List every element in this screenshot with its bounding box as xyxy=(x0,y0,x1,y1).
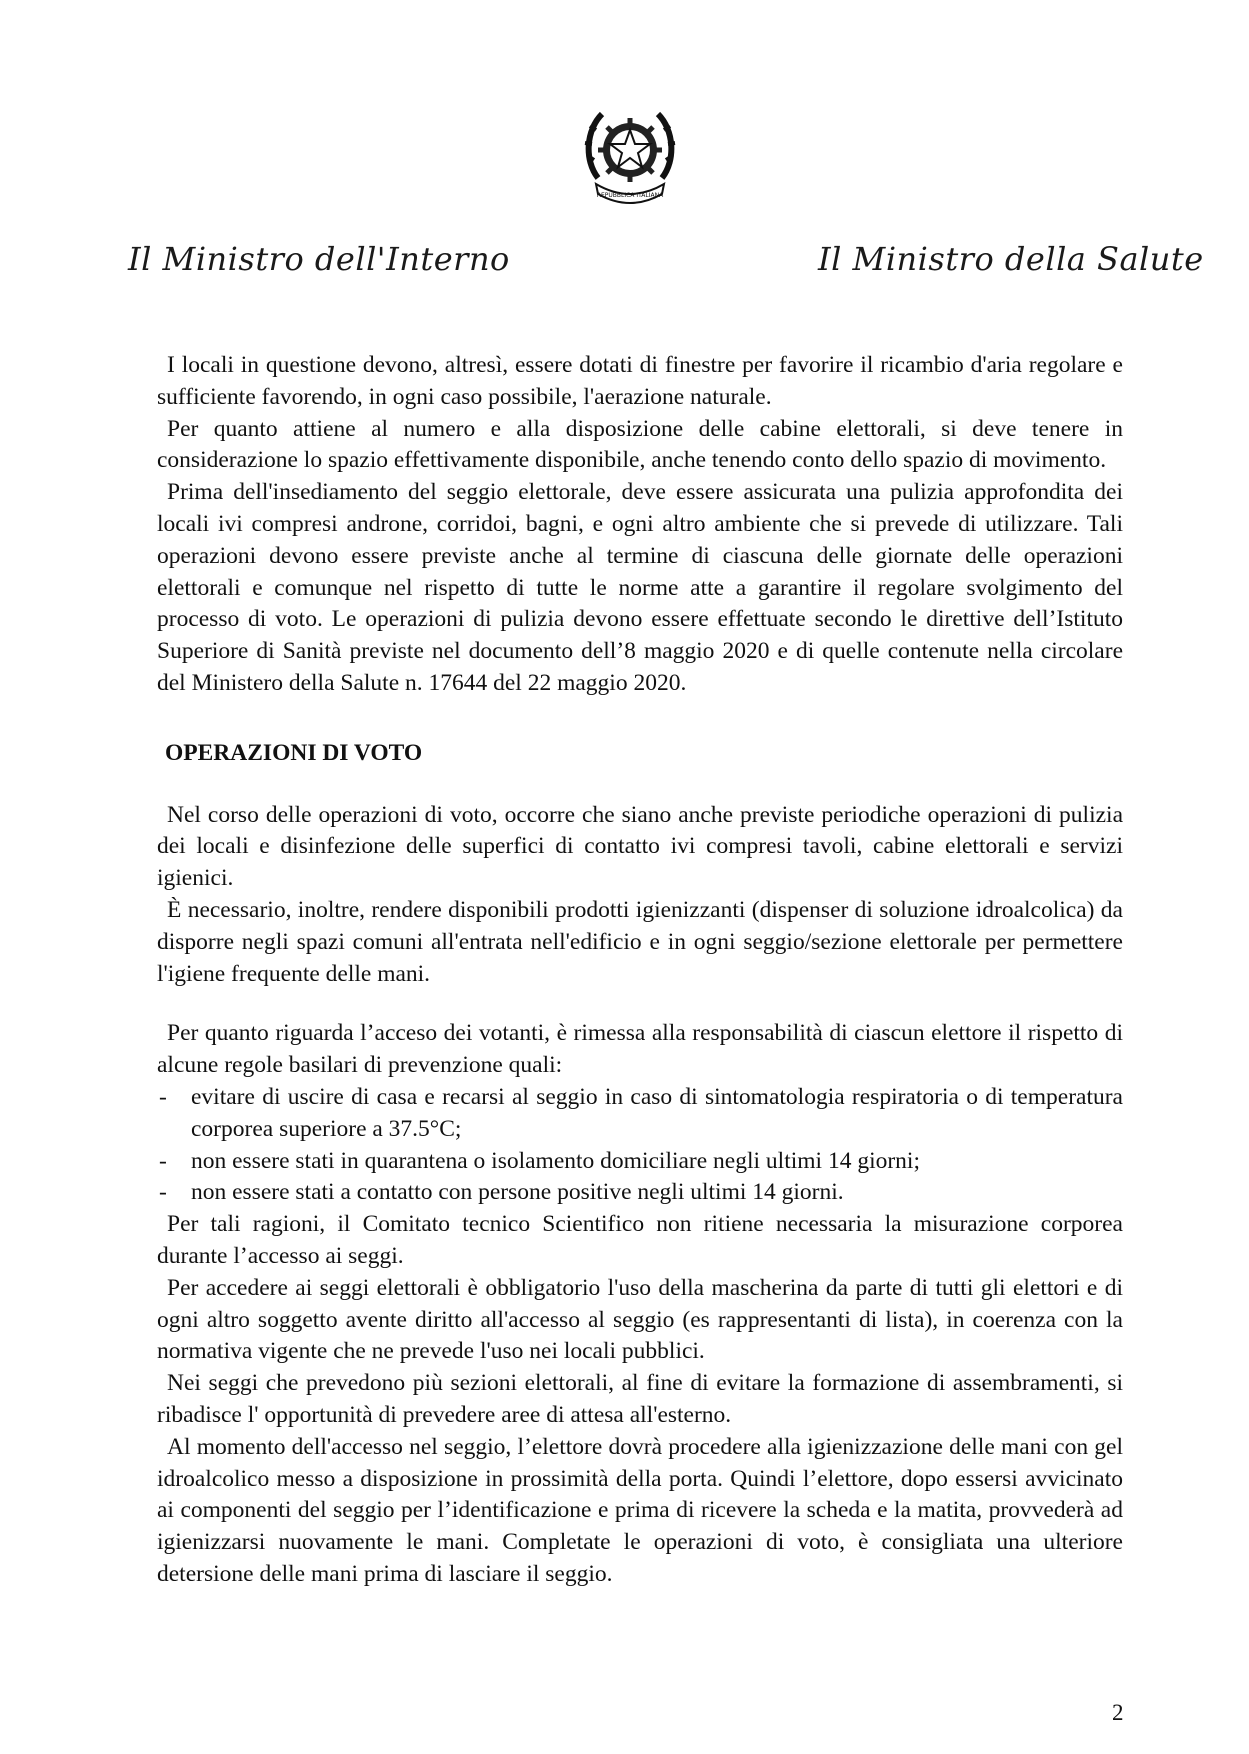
republic-emblem-icon xyxy=(580,100,680,210)
paragraph: Prima dell'insediamento del seggio elettorale, deve essere assicurata una pulizia approfondita dei locali ivi compresi androne, corridoi, bagni, e ogni altro ambiente che si prevede di utilizzare. Tali operazioni devono essere previste anche al termine di ciascuna delle giornate delle operazioni elettorali e comunque nel rispetto di tutte le norme atte a garantire il regolare svolgimento del processo di voto. Le operazioni di pulizia devono essere effettuate secondo le direttive dell’Istituto Superiore di Sanità previste nel documento dell’8 maggio 2020 e di quelle contenute nella circolare del Ministero della Salute n. 17644 del 22 maggio 2020. xyxy=(157,479,1123,696)
paragraph: È necessario, inoltre, rendere disponibili prodotti igienizzanti (dispenser di soluzione idroalcolica) da disporre negli spazi comuni all'entrata nell'edificio e in ogni seggio/sezione elettorale per permettere l'igiene frequente delle mani. xyxy=(157,896,1123,987)
list-item: - non essere stati a contatto con persone positive negli ultimi 14 giorni. xyxy=(159,1179,844,1206)
list-item: - evitare di uscire di casa e recarsi al seggio in caso di sintomatologia respiratoria o di temperatura corporea superiore a 37.5°C; xyxy=(159,1083,1123,1142)
rules-list xyxy=(157,1082,1123,1209)
paragraph: I locali in questione devono, altresì, essere dotati di finestre per favorire il ricambio d'aria regolare e sufficiente favorendo, in ogni caso possibile, l'aerazione naturale. xyxy=(157,352,1123,410)
section-title: OPERAZIONI DI VOTO xyxy=(165,739,423,766)
svg-text:REPUBBLICA ITALIANA: REPUBBLICA ITALIANA xyxy=(596,192,664,199)
paragraph: Per quanto attiene al numero e alla disposizione delle cabine elettorali, si deve tenere in considerazione lo spazio effettivamente disponibile, anche tenendo conto dello spazio di movimento. xyxy=(157,415,1123,474)
paragraph: Per quanto riguarda l’acceso dei votanti, è rimessa alla responsabilità di ciascun elettore il rispetto di alcune regole basilari di prevenzione quali: xyxy=(157,1020,1123,1079)
document-body xyxy=(157,350,1123,1591)
list-item: - non essere stati in quarantena o isolamento domiciliare negli ultimi 14 giorni; xyxy=(159,1147,920,1174)
paragraph: Nei seggi che prevedono più sezioni elettorali, al fine di evitare la formazione di assembramenti, si ribadisce l' opportunità di prevedere aree di attesa all'esterno. xyxy=(157,1370,1123,1428)
paragraph: Nel corso delle operazioni di voto, occorre che siano anche previste periodiche operazioni di pulizia dei locali e disinfezione delle superfici di contatto ivi compresi tavoli, cabine elettorali e servizi igienici. xyxy=(157,801,1123,892)
paragraph: Per accedere ai seggi elettorali è obbligatorio l'uso della mascherina da parte di tutti gli elettori e di ogni altro soggetto avente diritto all'accesso al seggio (es rappresentanti di lista), in coerenza con la normativa vigente che ne prevede l'uso nei locali pubblici. xyxy=(157,1274,1123,1365)
header-right-title: Il Ministro della Salute xyxy=(818,240,1204,278)
paragraph: Per tali ragioni, il Comitato tecnico Scientifico non ritiene necessaria la misurazione corporea durante l’accesso ai seggi. xyxy=(157,1211,1123,1269)
page-number: 2 xyxy=(1112,1700,1124,1725)
paragraph: Al momento dell'accesso nel seggio, l’elettore dovrà procedere alla igienizzazione delle mani con gel idroalcolico messo a disposizione in prossimità della porta. Quindi l’elettore, dopo essersi avvicinato ai componenti del seggio per l’identificazione e prima di ricevere la scheda e la matita, provvederà ad igienizzarsi nuovamente le mani. Completate le operazioni di voto, è consigliata una ulteriore detersione delle mani prima di lasciare il seggio. xyxy=(157,1433,1123,1587)
header-left-title: Il Ministro dell'Interno xyxy=(128,240,510,278)
